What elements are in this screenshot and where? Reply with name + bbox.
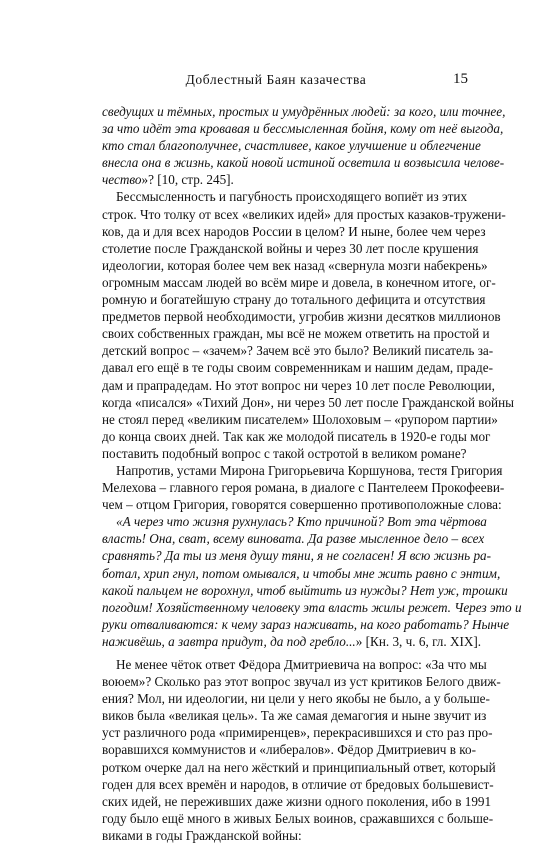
- text-line: [102, 810, 494, 827]
- text-segment: до конца своих дней. Так как же молодой писатель в 1920-е годы мог: [102, 428, 491, 444]
- text-line: [102, 188, 468, 205]
- text-line: [102, 793, 492, 810]
- text-line: [102, 308, 501, 325]
- italic-text-segment: наживёшь, а завтра придут, да под гребло...: [102, 633, 356, 649]
- text-segment: давал его ещё в те годы своим современникам и нашим дедам, праде-: [102, 360, 493, 376]
- text-line: [102, 724, 493, 741]
- italic-text-segment: сведущих и тёмных, простых и умудрённых людей: за кого, или точнее,: [102, 104, 506, 119]
- text-segment: когда «писался» «Тихий Дон», ни через 50 лет после Гражданской войны: [102, 394, 515, 410]
- text-segment: детский вопрос – «зачем»? Зачем всё это было? Великий писатель за-: [102, 343, 494, 359]
- text-segment: виками в годы Гражданской войны:: [102, 827, 302, 843]
- text-line: [102, 565, 501, 582]
- italic-text-segment: руки отваливаются: к чему зараз наживать, на кого работать? Нынче: [102, 616, 510, 632]
- text-line: [102, 741, 476, 758]
- text-line: [102, 377, 495, 394]
- text-segment: Бессмысленность и пагубность происходящего вопиёт из этих: [116, 189, 468, 205]
- text-line: [102, 120, 504, 137]
- text-line: [102, 513, 487, 530]
- text-line: [102, 599, 522, 616]
- text-segment: ских идей, не переживших даже жизни одного поколения, ибо в 1991: [102, 793, 492, 809]
- text-segment: строк. Что толку от всех «великих идей» для простых казаков-тружени-: [102, 206, 506, 222]
- text-line: [102, 137, 481, 154]
- text-segment: дам и прапрадедам. Но этот вопрос ни через 10 лет после Революции,: [102, 377, 495, 393]
- text-line: [102, 257, 488, 274]
- text-line: [102, 827, 455, 844]
- text-segment: Напротив, устами Мирона Григорьевича Коршунова, тестя Григория: [116, 462, 503, 478]
- text-segment: Мелехова – главного героя романа, в диалоге с Пантелеем Прокофееви-: [102, 480, 505, 496]
- text-segment: ения? Мол, ни идеологии, ни цели у него якобы не было, а у больше-: [102, 691, 490, 707]
- text-segment: огромным массам людей во всём мире и довела, в конечном итоге, ог-: [102, 274, 496, 290]
- italic-text-segment: ботал, хрип гнул, потом омывался, и чтобы мне жить равно с энтим,: [102, 565, 501, 581]
- text-line: [102, 690, 490, 707]
- italic-text-segment: кто стал благополучнее, счастливее, какое улучшение и облегчение: [102, 138, 481, 154]
- italic-text-segment: власть! Она, сват, всему виновата. Да разве мысленное дело – всех: [102, 531, 485, 547]
- italic-text-segment: внесла она в жизнь, какой новой истиной осветила и возвысила челове-: [102, 155, 505, 171]
- text-line: [102, 291, 486, 308]
- text-line: [102, 154, 505, 171]
- text-line: [102, 240, 479, 257]
- text-segment: ков, да и для всех народов России в целом? И ныне, более чем через: [102, 223, 486, 239]
- text-line: [102, 633, 482, 650]
- text-segment: » [Кн. 3, ч. 6, гл. XIX].: [355, 633, 482, 649]
- italic-text-segment: сравнять? Да ты из меня душу тяни, я не согласен! Я всю жизнь ра-: [102, 548, 492, 564]
- text-line: [102, 776, 494, 793]
- text-segment: воравшихся коммунистов и «либералов». Фёдор Дмитриевич в ко-: [102, 742, 476, 758]
- text-segment: »? [10, стр. 245].: [141, 172, 234, 188]
- text-segment: идеологии, которая более чем век назад «свернула мозги набекрень»: [102, 257, 488, 273]
- text-segment: поставить подобный вопрос с такой остротой в великом романе?: [102, 445, 467, 461]
- text-line: [102, 206, 506, 223]
- text-line: [102, 171, 455, 188]
- page-number: 15: [453, 71, 468, 87]
- text-segment: своих собственных граждан, мы всё не можем ответить на простой и: [102, 326, 490, 342]
- text-line: [102, 479, 505, 496]
- text-line: [102, 707, 487, 724]
- italic-text-segment: «А через что жизня рухнулась? Кто причиной? Вот эта чёртова: [116, 514, 487, 530]
- text-segment: Не менее чёток ответ Фёдора Дмитриевича на вопрос: «За что мы: [116, 657, 487, 672]
- page-header: [0, 72, 552, 94]
- body-text: [102, 103, 522, 844]
- text-line: [102, 496, 502, 513]
- text-line: [102, 274, 496, 291]
- text-line: [102, 547, 492, 564]
- text-line: [102, 656, 487, 673]
- text-segment: чем – отцом Григория, говорятся совершенно противоположные слова:: [102, 497, 502, 513]
- text-line: [102, 445, 467, 462]
- text-line: [102, 759, 496, 776]
- text-line: [102, 223, 486, 240]
- text-segment: виков была «великая цель». Та же самая демагогия и ныне звучит из: [102, 708, 487, 724]
- text-segment: году было ещё много в живых Белых воинов, сражавшихся с больше-: [102, 810, 494, 826]
- text-line: [102, 411, 498, 428]
- text-line: [102, 103, 506, 120]
- text-segment: ротком очерке дал на него жёсткий и принципиальный ответ, который: [102, 759, 496, 775]
- text-line: [102, 530, 485, 547]
- text-segment: воюем»? Сколько раз этот вопрос звучал из уст критиков Белого движ-: [102, 674, 501, 690]
- text-segment: не стоял перед «великим писателем» Шолоховым – «рупором партии»: [102, 411, 498, 427]
- text-line: [102, 325, 490, 342]
- text-line: [102, 673, 501, 690]
- text-line: [102, 462, 503, 479]
- text-line: [102, 428, 491, 445]
- text-segment: ромную и богатейшую страну до тотального дефицита и отсутствия: [102, 292, 486, 308]
- text-segment: предметов первой необходимости, угробив жизни десятков миллионов: [102, 309, 501, 325]
- italic-text-segment: чество: [102, 172, 142, 188]
- text-segment: годен для всех времён и народов, в отличие от бредовых большевист-: [102, 776, 494, 792]
- text-line: [102, 359, 493, 376]
- text-line: [102, 582, 508, 599]
- text-segment: уст различного рода «примиренцев», перекрасившихся и сто раз про-: [102, 725, 493, 741]
- running-title: Доблестный Баян казачества: [185, 72, 367, 87]
- text-line: [102, 394, 515, 411]
- text-line: [102, 616, 510, 633]
- text-segment: столетие после Гражданской войны и через 30 лет после крушения: [102, 240, 479, 256]
- italic-text-segment: погодим! Хозяйственному человеку эта власть жилы режет. Через это и: [102, 599, 522, 615]
- italic-text-segment: какой пальцем не ворохнул, чтоб выйтить из нужды? Нет уж, трошки: [102, 582, 508, 598]
- italic-text-segment: за что идёт эта кровавая и бессмысленная бойня, кому от неё выгода,: [102, 121, 504, 137]
- text-line: [102, 342, 494, 359]
